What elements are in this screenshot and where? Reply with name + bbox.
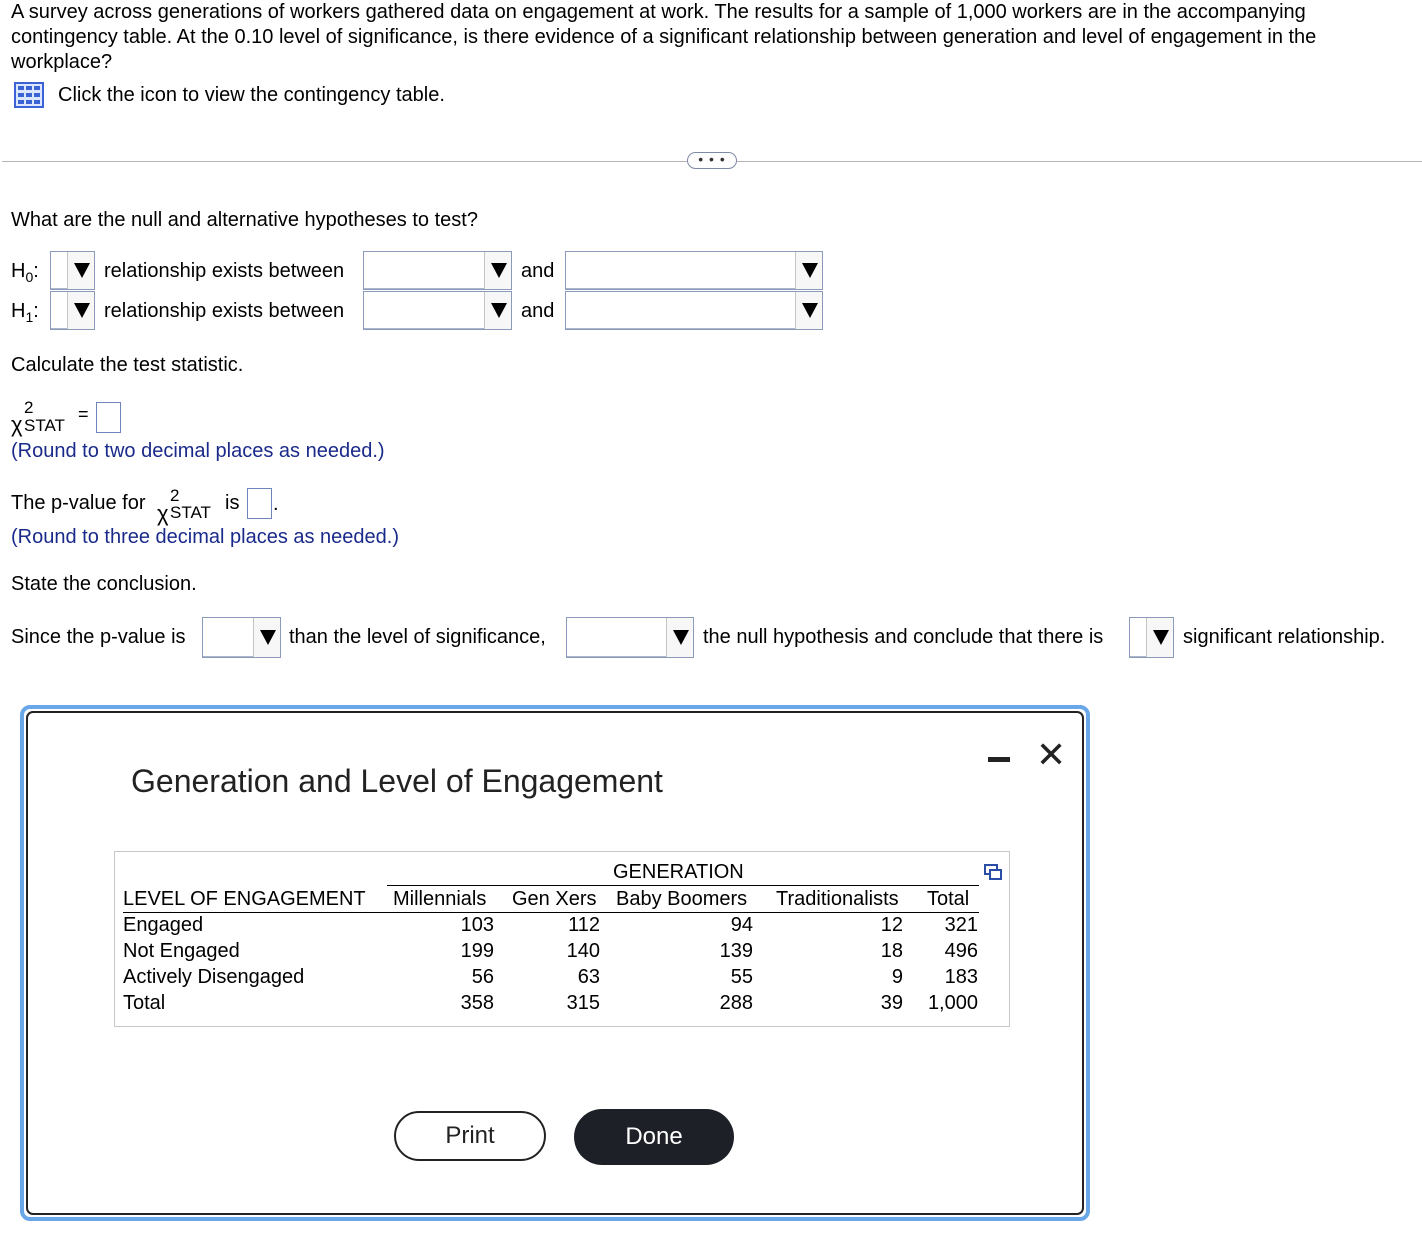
conclusion-part2: than the level of significance, xyxy=(289,626,546,648)
hypotheses-prompt: What are the null and alternative hypotheses to test? xyxy=(11,209,478,231)
p-value-period: . xyxy=(273,493,279,515)
chevron-down-icon xyxy=(802,263,818,278)
test-stat-prompt: Calculate the test statistic. xyxy=(11,354,244,376)
table-cell: 12 xyxy=(880,914,903,936)
h0-variable1-dropdown[interactable] xyxy=(363,251,512,290)
view-table-text[interactable]: Click the icon to view the contingency table. xyxy=(58,83,445,106)
evidence-dropdown[interactable] xyxy=(1129,617,1174,658)
table-cell: 1,000 xyxy=(927,992,978,1014)
table-cell: 94 xyxy=(730,914,753,936)
table-cell: 199 xyxy=(460,940,494,962)
done-button[interactable]: Done xyxy=(574,1109,734,1165)
h1-phrase: relationship exists between xyxy=(104,300,345,322)
h0-phrase: relationship exists between xyxy=(104,260,345,282)
table-cell: 112 xyxy=(568,914,600,936)
contingency-table-modal xyxy=(20,705,1090,1221)
reject-decision-dropdown[interactable] xyxy=(566,617,694,658)
row-label-engaged: Engaged xyxy=(123,914,204,936)
conclusion-part3: the null hypothesis and conclude that there is xyxy=(703,626,1104,648)
row-label-actively-disengaged: Actively Disengaged xyxy=(123,966,305,988)
chevron-down-icon xyxy=(260,630,276,645)
chevron-down-icon xyxy=(1153,630,1169,645)
chi-square-stat-label: χ 2 STAT = xyxy=(11,398,89,437)
h1-label: $H_1$: xyxy=(11,300,39,325)
table-cell: 183 xyxy=(944,966,978,988)
chevron-down-icon xyxy=(74,263,90,278)
view-table-link[interactable] xyxy=(14,82,445,108)
table-cell: 321 xyxy=(944,914,978,936)
chevron-down-icon xyxy=(491,303,507,318)
question-text: A survey across generations of workers gathered data on engagement at work. The results for a sample of 1,000 workers are in the accompanying contingency table. At the 0.10 level of significance, is there evidence of a significant relationship between generation and level of engagement in the workplace? xyxy=(11,1,1317,73)
table-cell: 39 xyxy=(880,992,903,1014)
chevron-down-icon xyxy=(802,303,818,318)
chi-square-stat-input[interactable] xyxy=(96,402,121,433)
h1-variable2-dropdown[interactable] xyxy=(565,291,823,330)
minimize-icon[interactable] xyxy=(988,757,1010,762)
generation-header: GENERATION xyxy=(613,861,744,883)
p-value-input[interactable] xyxy=(247,488,272,519)
table-cell: 63 xyxy=(577,966,600,988)
table-cell: 139 xyxy=(719,940,753,962)
row-header: LEVEL OF ENGAGEMENT xyxy=(123,888,366,910)
col-header-baby-boomers: Baby Boomers xyxy=(616,888,748,910)
h1-relationship-dropdown[interactable] xyxy=(50,291,95,330)
conclusion-prompt: State the conclusion. xyxy=(11,573,197,595)
h1-variable1-dropdown[interactable] xyxy=(363,291,512,330)
table-cell: 140 xyxy=(566,940,600,962)
close-icon[interactable]: ✕ xyxy=(1036,734,1067,775)
h0-variable2-dropdown[interactable] xyxy=(565,251,823,290)
chevron-down-icon xyxy=(673,630,689,645)
chevron-down-icon xyxy=(491,263,507,278)
h0-label: $H_0$: xyxy=(11,260,39,285)
copy-icon[interactable] xyxy=(983,862,1003,882)
table-cell: 315 xyxy=(566,992,600,1014)
expand-ellipsis-button[interactable]: • • • xyxy=(687,152,737,169)
table-cell: 288 xyxy=(719,992,753,1014)
table-cell: 56 xyxy=(471,966,494,988)
table-cell: 55 xyxy=(730,966,753,988)
chevron-down-icon xyxy=(74,303,90,318)
modal-body xyxy=(26,711,1084,1215)
p-value-round-note: (Round to three decimal places as needed.) xyxy=(11,526,400,548)
row-label-total: Total xyxy=(123,992,166,1014)
contingency-table xyxy=(114,851,1010,1027)
print-button[interactable]: Print xyxy=(394,1111,546,1161)
col-header-traditionalists: Traditionalists xyxy=(776,888,899,910)
conclusion-part4: significant relationship. xyxy=(1183,626,1386,648)
test-stat-round-note: (Round to two decimal places as needed.) xyxy=(11,440,385,462)
table-cell: 496 xyxy=(944,940,978,962)
p-value-comparison-dropdown[interactable] xyxy=(202,617,281,658)
table-cell: 9 xyxy=(891,966,903,988)
p-value-label: The p-value for χ 2 STAT is xyxy=(11,486,240,526)
col-header-millennials: Millennials xyxy=(393,888,487,910)
table-cell: 18 xyxy=(880,940,903,962)
header-underline xyxy=(123,912,979,913)
modal-title: Generation and Level of Engagement xyxy=(131,763,663,799)
h0-relationship-dropdown[interactable] xyxy=(50,251,95,290)
row-label-not-engaged: Not Engaged xyxy=(123,940,240,962)
col-header-total: Total xyxy=(927,888,970,910)
table-cell: 358 xyxy=(460,992,494,1014)
table-icon[interactable] xyxy=(14,82,44,108)
col-header-gen-xers: Gen Xers xyxy=(512,888,597,910)
h1-and: and xyxy=(521,300,555,322)
table-cell: 103 xyxy=(460,914,494,936)
conclusion-part1: Since the p-value is xyxy=(11,626,186,648)
h0-and: and xyxy=(521,260,555,282)
